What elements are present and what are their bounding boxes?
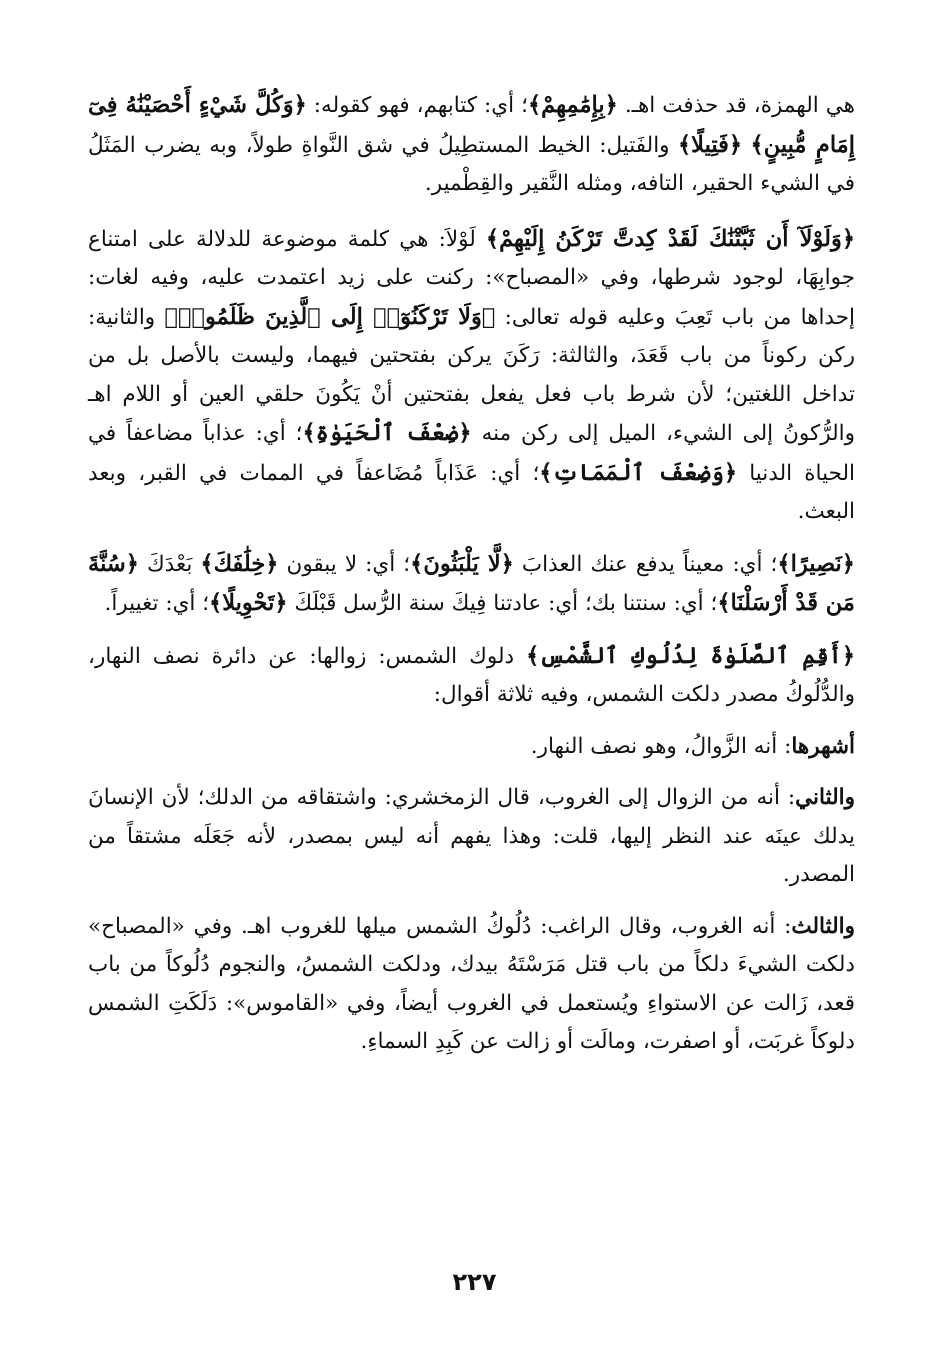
paragraph [88, 86, 855, 204]
paragraph-text: ؛ أي: عذاباً مضاعفاً في الحياة الدنيا [88, 421, 855, 486]
paragraph-text: ؛ أي: لا يبقون [278, 551, 411, 577]
paragraph-text: هي الهمزة، قد حذفت اهـ. [617, 93, 855, 118]
paragraph-text: ؛ أي: معيناً يدفع عنك العذابَ [513, 551, 778, 577]
paragraph [88, 637, 855, 715]
quran-verse: ﴿فَتِيلًا﴾ [677, 131, 743, 158]
section-heading: أشهرها [791, 733, 855, 759]
page-number: ٢٢٧ [452, 1268, 497, 1296]
quran-verse: ﴿سُنَّةَ مَن قَدْ أَرْسَلْنَا﴾ [88, 550, 855, 616]
quran-verse: ﴿تَحْوِيلًا﴾ [209, 590, 288, 616]
paragraph-text: ؛ أي: سنتنا بك؛ أي: عادتنا فِيكَ سنة الرُّسل قَبْلَكَ [287, 591, 718, 616]
paragraph-text: والثانية: ركن ركوناً من باب قَعَدَ، والثالثة: رَكَنَ يركن بفتحتين فيهما، وليست بالأصل بل من تداخل اللغتين؛ لأن شرط باب فعل يفعل بفتحتين أنْ يَكُونَ حلقي العين أو اللام اهـ والرُّكونُ إلى الشيء، الميل إلى ركن منه [88, 304, 855, 446]
paragraph-text: ؛ أي: كتابهم، فهو كقوله: [306, 93, 528, 118]
paragraph [88, 220, 855, 532]
paragraph [88, 779, 855, 895]
paragraph-text: ؛ أي: عَذَاباً مُضَاعفاً في الممات في القبر، وبعد البعث. [88, 460, 855, 524]
quran-verse: ﴿وَضِعْفَ ٱلْمَمَاتِ﴾ [539, 459, 738, 486]
paragraph-text [742, 133, 750, 158]
quran-verse: ﴿وَلَا تَرْكَنُوٓا۟ إِلَى ٱلَّذِينَ ظَلَمُوا۟﴾ [164, 303, 496, 330]
quran-verse: ﴿أَقِمِ ٱلصَّلَوٰةَ لِدُلُوكِ ٱلشَّمْسِ﴾ [526, 642, 856, 669]
quran-verse: ﴿بِإِمَٰمِهِمْ﴾ [527, 92, 618, 118]
quran-verse: ﴿خِلَٰفَكَ﴾ [200, 550, 279, 577]
quran-verse: ﴿لَّا يَلْبَثُونَ﴾ [410, 550, 514, 577]
paragraph [88, 908, 855, 1062]
section-heading: والثاني [795, 785, 855, 810]
paragraph-text: بَعْدَكَ [138, 551, 201, 577]
paragraph-text: ؛ أي: تغييراً. [104, 591, 210, 616]
page-body [88, 86, 855, 1075]
paragraph-text: دلوك الشمس: زوالها: عن دائرة نصف النهار، والدُّلُوكُ مصدر دلكت الشمس، وفيه ثلاثة أقوال: [88, 643, 855, 707]
quran-verse: ﴿وَكُلَّ شَيْءٍ أَحْصَيْنَٰهُ فِىٓ إِمَامٍ مُّبِينٍ﴾ [88, 92, 855, 158]
section-heading: والثالث [791, 913, 855, 939]
paragraph-text: والفَتيل: الخيط المستطِيلُ في شق النَّواةِ طولاً، وبه يضرب المَثَلُ في الشيء الحقير، التافه، ومثله النَّقير والقِطْمير. [88, 132, 855, 196]
paragraph [88, 545, 855, 624]
paragraph-text: : أنه الزَّوالُ، وهو نصف النهار. [530, 733, 792, 759]
paragraph [88, 728, 855, 767]
quran-verse: ﴿وَلَوْلَآ أَن ثَبَّتْنَٰكَ لَقَدْ كِدتَّ تَرْكَنُ إِلَيْهِمْ﴾ [485, 225, 855, 252]
quran-verse: ﴿نَصِيرًا﴾ [777, 550, 855, 577]
quran-verse: ﴿ضِعْفَ ٱلْحَيَوٰةِ﴾ [302, 420, 472, 446]
paragraph-text: : أنه من الزوال إلى الغروب، قال الزمخشري: واشتقاقه من الدلك؛ لأن الإنسانَ يدلك عينَه عند النظر إليها، قلت: وهذا يفهم أنه ليس بمصدر، لأنه جَعَلَه مشتقاً من المصدر. [88, 785, 855, 887]
paragraph-text: لَوْلاَ: هي كلمة موضوعة للدلالة على امتناع جوابِهَا، لوجود شرطها، وفي «المصباح»: ركنت على زيد اعتمدت عليه، وفيه لغات: إحداها من باب تَعِبَ وعليه قوله تعالى: [88, 226, 855, 330]
paragraph-text: : أنه الغروب، وقال الراغب: دُلُوكُ الشمس ميلها للغروب اهـ. وفي «المصباح» دلكت الشيءَ دلكاً من باب قتل مَرَسْتَهُ بيدك، ودلكت الشمسُ، والنجوم دُلُوكاً من باب قعد، زَالت عن الاستواءِ ويُستعمل في الغروب أيضاً، وفي «القاموس»: دَلَكَتِ الشمس دلوكاً غربَت، أو اصفرت، ومالَت أو زالت عن كَبِدِ السماءِ. [88, 913, 855, 1054]
